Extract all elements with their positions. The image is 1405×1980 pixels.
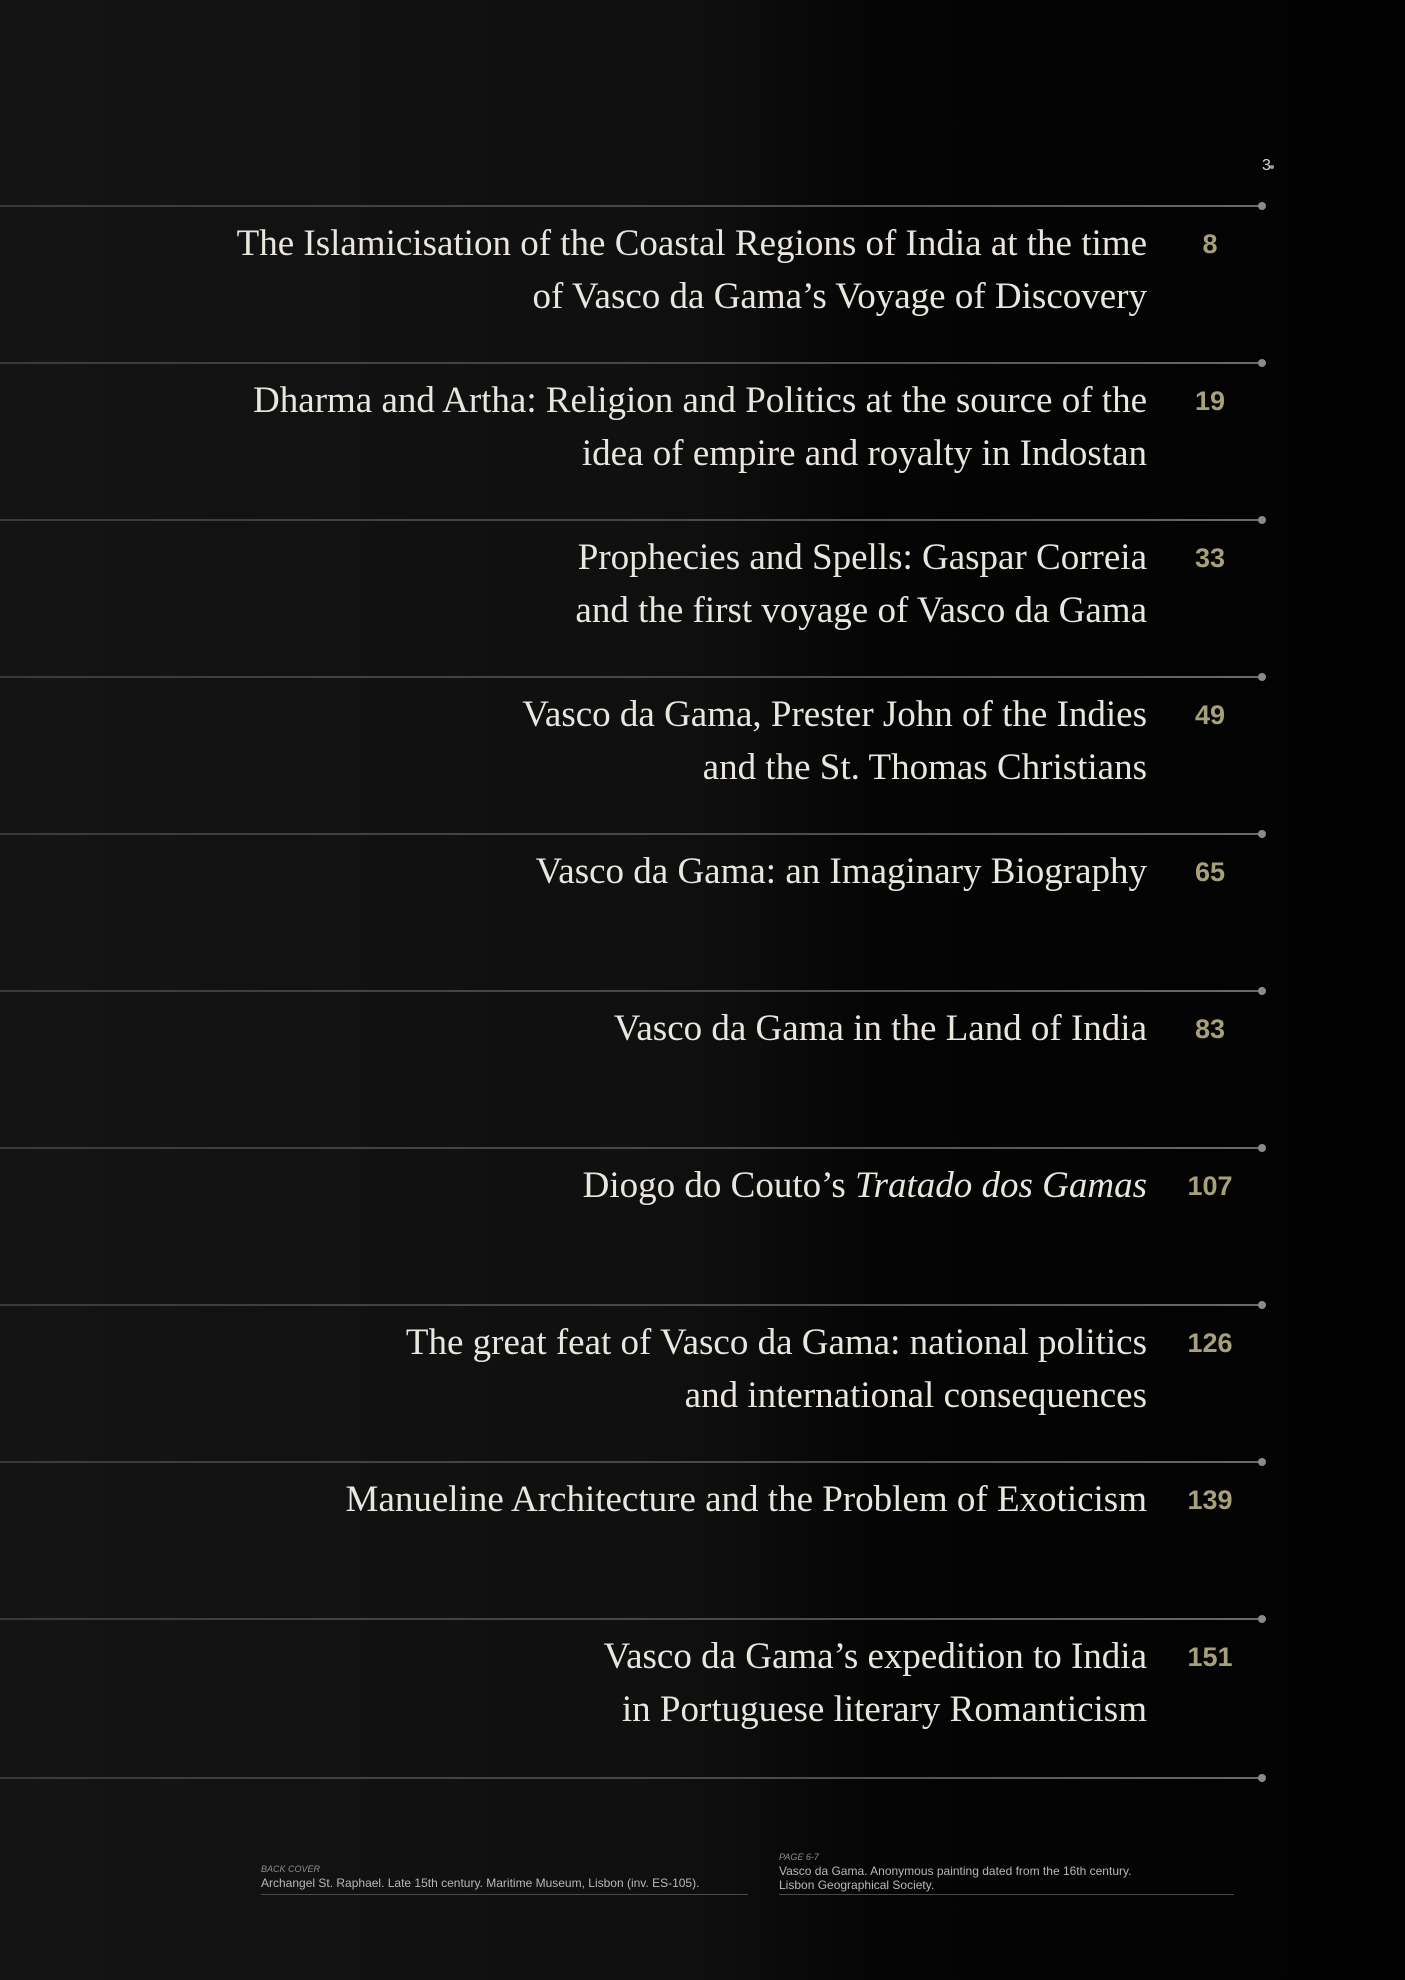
toc-title-line: Vasco da Gama: an Imaginary Biography (535, 851, 1147, 892)
caption-text: Vasco da Gama. Anonymous painting dated from the 16th century. (779, 1864, 1132, 1878)
toc-page-number: 83 (1194, 1014, 1226, 1044)
toc-entry-title (575, 531, 1147, 637)
toc-entry-title (536, 845, 1147, 898)
divider-rule (0, 1777, 1262, 1779)
toc-page-number: 107 (1187, 1171, 1233, 1201)
toc-page-number: 139 (1187, 1485, 1233, 1515)
divider-rule (0, 362, 1262, 364)
toc-page-number: 19 (1194, 386, 1226, 416)
back-cover-caption (261, 1862, 699, 1890)
toc-title-italic: Tratado dos Gamas (855, 1165, 1147, 1206)
toc-title-plain: Diogo do Couto’s (582, 1165, 856, 1206)
toc-page-number: 65 (1194, 857, 1226, 887)
toc-entry-title (583, 1159, 1147, 1212)
toc-page-number: 8 (1202, 229, 1218, 259)
toc-page-number: 33 (1194, 543, 1226, 573)
toc-page-number: 126 (1187, 1328, 1233, 1358)
divider-rule (0, 676, 1262, 678)
caption-rule (261, 1894, 748, 1895)
toc-title-line (583, 1159, 1147, 1212)
toc-title-line: idea of empire and royalty in Indostan (581, 433, 1147, 474)
toc-title-line: Vasco da Gama in the Land of India (613, 1008, 1147, 1049)
caption-text: Lisbon Geographical Society. (779, 1878, 935, 1892)
toc-entry-title (253, 374, 1147, 480)
toc-entry-title (603, 1630, 1147, 1736)
toc-title-line: Vasco da Gama’s expedition to India (603, 1636, 1147, 1677)
divider-rule (0, 1461, 1262, 1463)
toc-page-number: 49 (1194, 700, 1226, 730)
toc-title-line: Dharma and Artha: Religion and Politics at the source of the (253, 380, 1147, 421)
divider-rule (0, 990, 1262, 992)
toc-title-line: and the first voyage of Vasco da Gama (575, 590, 1147, 631)
toc-entry-title (346, 1473, 1147, 1526)
toc-title-line: and international consequences (684, 1375, 1147, 1416)
divider-rule (0, 833, 1262, 835)
toc-entry-title (614, 1002, 1147, 1055)
toc-title-line: The great feat of Vasco da Gama: national politics (405, 1322, 1147, 1363)
toc-title-line: in Portuguese literary Romanticism (621, 1689, 1147, 1730)
page-number: 3 (1262, 157, 1271, 174)
toc-entry-title (522, 688, 1147, 794)
toc-entry-title (237, 217, 1147, 323)
toc-title-line: of Vasco da Gama’s Voyage of Discovery (532, 276, 1147, 317)
toc-title-line: Vasco da Gama, Prester John of the Indies (522, 694, 1147, 735)
caption-text: Archangel St. Raphael. Late 15th century. Maritime Museum, Lisbon (inv. ES-105). (261, 1876, 700, 1890)
divider-rule (0, 1618, 1262, 1620)
divider-rule (0, 1147, 1262, 1149)
divider-rule (0, 519, 1262, 521)
divider-rule (0, 1304, 1262, 1306)
toc-title-line: Prophecies and Spells: Gaspar Correia (577, 537, 1147, 578)
divider-rule (0, 205, 1262, 207)
caption-rule (779, 1894, 1234, 1895)
toc-title-line: and the St. Thomas Christians (702, 747, 1147, 788)
toc-title-line: Manueline Architecture and the Problem of Exoticism (345, 1479, 1147, 1520)
caption-label: BACK COVER (261, 1864, 321, 1874)
page-6-7-caption (779, 1850, 1131, 1892)
toc-entry-title (406, 1316, 1147, 1422)
toc-page-number: 151 (1187, 1642, 1233, 1672)
caption-label: PAGE 6-7 (779, 1852, 819, 1862)
toc-title-line: The Islamicisation of the Coastal Regions of India at the time (236, 223, 1147, 264)
